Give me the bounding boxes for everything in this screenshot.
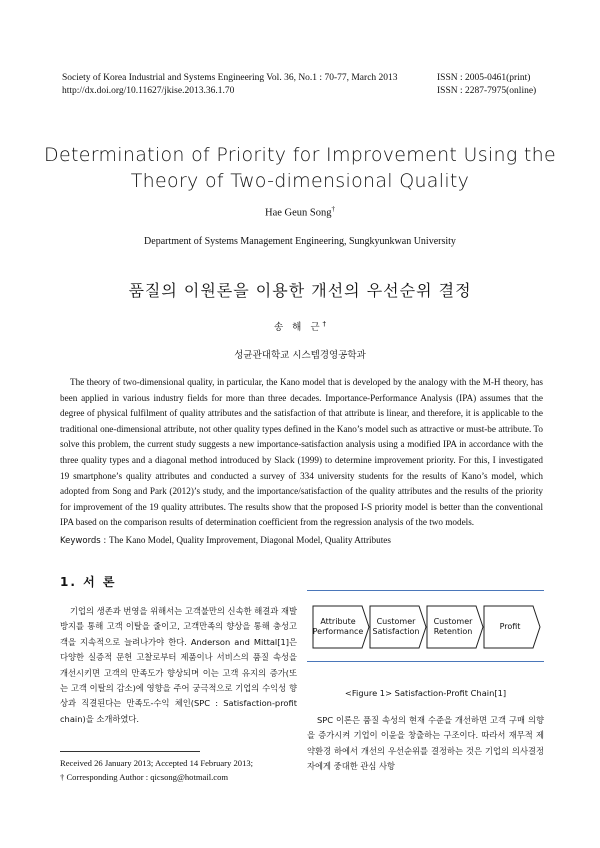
chain-step-customer-satisfaction — [369, 605, 427, 654]
corresponding-author: Corresponding Author : qicsong@hotmail.com — [66, 772, 229, 782]
issn-print: ISSN : 2005-0461(print) — [437, 73, 531, 83]
corresponding-note — [60, 770, 253, 784]
corresponding-mark: † — [60, 772, 65, 782]
received-note: Received 26 January 2013; Accepted 14 February 2013; — [60, 758, 254, 768]
korean-title: 품질의 이원론을 이용한 개선의 우선순위 결정 — [128, 281, 472, 300]
chain-step-customer-retention — [426, 605, 484, 654]
author-mark: † — [331, 205, 335, 213]
issn-online: ISSN : 2287-7975(online) — [437, 86, 537, 96]
doi-link[interactable]: http://dx.doi.org/10.11627/jkise.2013.36.1.70 — [62, 86, 235, 96]
journal-header — [62, 72, 398, 98]
korean-author-mark: † — [322, 319, 327, 328]
figure-bottom-rule — [307, 661, 544, 662]
paper-title — [40, 142, 560, 194]
figure-1 — [307, 590, 544, 662]
right-column-paragraph: SPC 이론은 품질 속성의 현재 수준을 개선하면 고객 구매 의향을 증가시켜 기업이 이윤을 창출하는 구조이다. 따라서 재무적 제약환경 하에서 개선의 우선순위를 결정하는 것은 기업의 의사결정자에게 중대한 관심 사항 — [307, 715, 544, 772]
keywords-list: The Kano Model, Quality Improvement, Diagonal Model, Quality Attributes — [109, 535, 391, 545]
author-name: Hae Geun Song — [265, 207, 332, 219]
footnote-rule — [60, 751, 200, 752]
chain-step-label: Profit — [499, 622, 521, 631]
abstract: The theory of two-dimensional quality, in particular, the Kano model that is developed by the analogy with the M-H theory, has been applied in various industry fields for more than three decades. Importance-Performance Analysis (IPA) assumes that the degree of physical fulfilment of quality attributes and the satisfaction of that attribute is linear, and therefore, it is applicable to the traditional one-dimensional attribute, not other quality types defined in the Kano’s model such as attractive or must-be attribute. To solve this problem, the current study suggests a new importance-satisfaction analysis using a modified IPA in accordance with the three quality types and a diagonal method introduced by Slack (1999) to determine improvement priority. For this, I investigated 19 smartphone’s quality attributes and conducted a survey of 334 university students for the results of Kano’s model, which adopted from Song and Park (2012)’s study, and the importance/satisfaction of the quality attributes and the results of the priority for improvement of the 19 quality attributes. The results show that the proposed I-S priority model is better than the conventional IPA based on the comparison results of determination coefficient from the regression analysis of the two models. — [60, 377, 543, 528]
affiliation: Department of Systems Management Engineering, Sungkyunkwan University — [144, 236, 456, 247]
keywords-line — [60, 535, 543, 546]
figure-caption: <Figure 1> Satisfaction-Profit Chain[1] — [344, 688, 507, 698]
chain-step-label: Customer Satisfaction — [372, 617, 420, 636]
paper-title-line-2: Theory of Two-dimensional Quality — [130, 170, 470, 192]
section-heading: 1. 서 론 — [60, 575, 117, 589]
chain-step-label: Customer Retention — [433, 617, 473, 636]
issn-block — [437, 72, 536, 98]
footnotes — [60, 756, 253, 784]
chain-step-profit — [483, 605, 541, 654]
korean-author-line — [0, 319, 600, 333]
chain-step-label: Attribute Performance — [312, 617, 364, 636]
keywords-label: Keywords : — [60, 536, 109, 546]
korean-author: 송 해 근 — [273, 322, 323, 333]
figure-top-rule — [307, 590, 544, 591]
paper-title-line-1: Determination of Priority for Improvement Using the — [44, 144, 556, 166]
author-line — [0, 205, 600, 219]
journal-citation: Society of Korea Industrial and Systems Engineering Vol. 36, No.1 : 70-77, March 2013 — [62, 73, 398, 83]
chain-step-attribute-performance — [312, 605, 370, 654]
intro-paragraph: 기업의 생존과 번영을 위해서는 고객불만의 신속한 해결과 재발방지를 통해 고객 이탈을 줄이고, 고객만족의 향상을 통해 충성고객을 지속적으로 늘려나가야 한다. Anderson and Mittal[1]은 다양한 실증적 문헌 고찰로부터 제품이나 서비스의 품질 속성을 개선시키면 고객의 만족도가 향상되며 이는 고객 유지의 증가(또는 고객 이탈의 감소)에 영향을 주어 궁극적으로 기업의 수익성 향상과 직결된다는 만족도-수익 체인(SPC : Satisfaction-profit chain)을 소개하였다. — [60, 606, 297, 724]
korean-affiliation: 성균관대학교 시스템경영공학과 — [234, 350, 366, 361]
